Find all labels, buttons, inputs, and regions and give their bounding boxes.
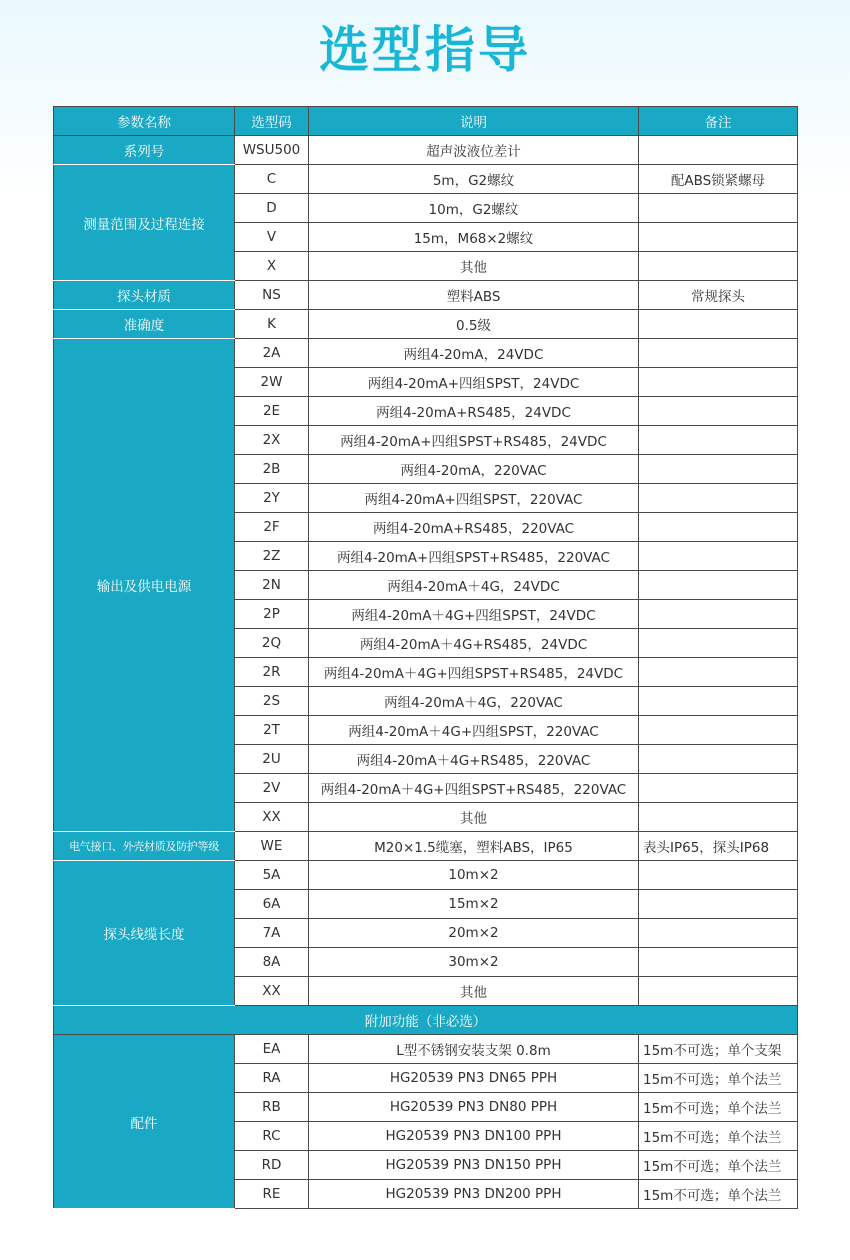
code-cell: 2Z — [235, 542, 309, 571]
description-cell: 10m×2 — [309, 861, 639, 890]
code-cell: RE — [235, 1180, 309, 1209]
remark-cell — [639, 687, 798, 716]
description-cell: 两组4-20mA＋4G+四组SPST+RS485，24VDC — [309, 658, 639, 687]
description-cell: 塑料ABS — [309, 281, 639, 310]
description-cell: 10m，G2螺纹 — [309, 194, 639, 223]
code-cell: 8A — [235, 948, 309, 977]
code-cell: 2Y — [235, 484, 309, 513]
remark-cell — [639, 803, 798, 832]
description-cell: 两组4-20mA，24VDC — [309, 339, 639, 368]
remark-cell — [639, 310, 798, 339]
remark-cell — [639, 948, 798, 977]
code-cell: WSU500 — [235, 136, 309, 165]
param-name-cell: 探头线缆长度 — [54, 861, 235, 1006]
table-row — [54, 339, 798, 368]
description-cell: 两组4-20mA＋4G+四组SPST，220VAC — [309, 716, 639, 745]
code-cell: 6A — [235, 890, 309, 919]
remark-cell: 15m不可选；单个法兰 — [639, 1064, 798, 1093]
remark-cell — [639, 774, 798, 803]
remark-cell: 15m不可选；单个法兰 — [639, 1151, 798, 1180]
remark-cell — [639, 745, 798, 774]
code-cell: RD — [235, 1151, 309, 1180]
remark-cell — [639, 136, 798, 165]
remark-cell — [639, 977, 798, 1006]
table-row — [54, 310, 798, 339]
description-cell: HG20539 PN3 DN65 PPH — [309, 1064, 639, 1093]
code-cell: 2N — [235, 571, 309, 600]
description-cell: 15m×2 — [309, 890, 639, 919]
param-name-cell: 准确度 — [54, 310, 235, 339]
remark-cell — [639, 716, 798, 745]
description-cell: 两组4-20mA＋4G+四组SPST+RS485，220VAC — [309, 774, 639, 803]
code-cell: WE — [235, 832, 309, 861]
description-cell: 两组4-20mA+四组SPST，24VDC — [309, 368, 639, 397]
description-cell: 超声波液位差计 — [309, 136, 639, 165]
description-cell: 30m×2 — [309, 948, 639, 977]
description-cell: HG20539 PN3 DN150 PPH — [309, 1151, 639, 1180]
code-cell: NS — [235, 281, 309, 310]
code-cell: 2F — [235, 513, 309, 542]
description-cell: 5m，G2螺纹 — [309, 165, 639, 194]
description-cell: 20m×2 — [309, 919, 639, 948]
description-cell: 两组4-20mA＋4G+RS485，24VDC — [309, 629, 639, 658]
code-cell: XX — [235, 977, 309, 1006]
description-cell: 两组4-20mA+四组SPST+RS485，220VAC — [309, 542, 639, 571]
description-cell: L型不锈钢安装支架 0.8m — [309, 1035, 639, 1064]
selection-table — [53, 106, 798, 1209]
code-cell: 2E — [235, 397, 309, 426]
remark-cell — [639, 658, 798, 687]
description-cell: 0.5级 — [309, 310, 639, 339]
remark-cell — [639, 861, 798, 890]
remark-cell — [639, 252, 798, 281]
description-cell: HG20539 PN3 DN80 PPH — [309, 1093, 639, 1122]
table-row — [54, 861, 798, 890]
table-row — [54, 136, 798, 165]
table-row — [54, 1035, 798, 1064]
code-cell: 7A — [235, 919, 309, 948]
remark-cell — [639, 426, 798, 455]
description-cell: 两组4-20mA＋4G+四组SPST，24VDC — [309, 600, 639, 629]
code-cell: RB — [235, 1093, 309, 1122]
remark-cell — [639, 368, 798, 397]
header-param-name: 参数名称 — [54, 107, 235, 136]
code-cell: 2S — [235, 687, 309, 716]
description-cell: 两组4-20mA＋4G，24VDC — [309, 571, 639, 600]
remark-cell — [639, 629, 798, 658]
remark-cell — [639, 223, 798, 252]
param-name-cell: 测量范围及过程连接 — [54, 165, 235, 281]
code-cell: XX — [235, 803, 309, 832]
code-cell: 2U — [235, 745, 309, 774]
header-description: 说明 — [309, 107, 639, 136]
description-cell: HG20539 PN3 DN200 PPH — [309, 1180, 639, 1209]
description-cell: 两组4-20mA＋4G+RS485，220VAC — [309, 745, 639, 774]
description-cell: 其他 — [309, 977, 639, 1006]
description-cell: 两组4-20mA，220VAC — [309, 455, 639, 484]
code-cell: D — [235, 194, 309, 223]
remark-cell: 15m不可选；单个法兰 — [639, 1122, 798, 1151]
remark-cell: 常规探头 — [639, 281, 798, 310]
remark-cell — [639, 571, 798, 600]
description-cell: 15m，M68×2螺纹 — [309, 223, 639, 252]
code-cell: 5A — [235, 861, 309, 890]
code-cell: RC — [235, 1122, 309, 1151]
code-cell: RA — [235, 1064, 309, 1093]
remark-cell — [639, 513, 798, 542]
remark-cell — [639, 194, 798, 223]
remark-cell — [639, 600, 798, 629]
section-row — [54, 1006, 798, 1035]
header-remark: 备注 — [639, 107, 798, 136]
header-code: 选型码 — [235, 107, 309, 136]
table-row — [54, 281, 798, 310]
code-cell: 2Q — [235, 629, 309, 658]
code-cell: X — [235, 252, 309, 281]
remark-cell — [639, 339, 798, 368]
table-row — [54, 832, 798, 861]
code-cell: EA — [235, 1035, 309, 1064]
code-cell: 2P — [235, 600, 309, 629]
table-body — [54, 136, 798, 1209]
code-cell: 2R — [235, 658, 309, 687]
description-cell: HG20539 PN3 DN100 PPH — [309, 1122, 639, 1151]
code-cell: 2W — [235, 368, 309, 397]
remark-cell — [639, 397, 798, 426]
code-cell: 2V — [235, 774, 309, 803]
code-cell: 2T — [235, 716, 309, 745]
table-header-row — [54, 107, 798, 136]
code-cell: V — [235, 223, 309, 252]
param-name-cell: 探头材质 — [54, 281, 235, 310]
description-cell: 两组4-20mA+四组SPST，220VAC — [309, 484, 639, 513]
param-name-cell: 输出及供电电源 — [54, 339, 235, 832]
remark-cell — [639, 919, 798, 948]
table-row — [54, 165, 798, 194]
page-title: 选型指导 — [319, 21, 531, 79]
remark-cell — [639, 890, 798, 919]
description-cell: 两组4-20mA＋4G，220VAC — [309, 687, 639, 716]
remark-cell: 表头IP65，探头IP68 — [639, 832, 798, 861]
code-cell: C — [235, 165, 309, 194]
remark-cell — [639, 455, 798, 484]
param-name-cell: 配件 — [54, 1035, 235, 1209]
section-title: 附加功能（非必选） — [54, 1006, 798, 1035]
remark-cell — [639, 542, 798, 571]
param-name-cell: 系列号 — [54, 136, 235, 165]
remark-cell: 15m不可选；单个法兰 — [639, 1093, 798, 1122]
remark-cell: 15m不可选；单个法兰 — [639, 1180, 798, 1209]
description-cell: 其他 — [309, 252, 639, 281]
description-cell: M20×1.5缆塞，塑料ABS，IP65 — [309, 832, 639, 861]
description-cell: 其他 — [309, 803, 639, 832]
code-cell: 2B — [235, 455, 309, 484]
param-name-cell: 电气接口、外壳材质及防护等级 — [54, 832, 235, 861]
description-cell: 两组4-20mA+RS485，220VAC — [309, 513, 639, 542]
remark-cell — [639, 484, 798, 513]
code-cell: 2A — [235, 339, 309, 368]
description-cell: 两组4-20mA+RS485，24VDC — [309, 397, 639, 426]
description-cell: 两组4-20mA+四组SPST+RS485，24VDC — [309, 426, 639, 455]
code-cell: K — [235, 310, 309, 339]
remark-cell: 配ABS锁紧螺母 — [639, 165, 798, 194]
code-cell: 2X — [235, 426, 309, 455]
remark-cell: 15m不可选；单个支架 — [639, 1035, 798, 1064]
